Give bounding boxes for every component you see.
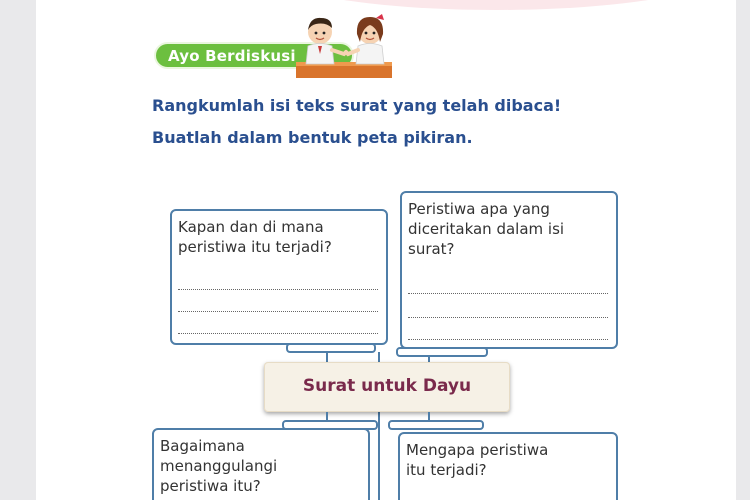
instruction-line-1: Rangkumlah isi teks surat yang telah dibaca!	[152, 96, 562, 115]
box-tab	[286, 343, 376, 353]
mindmap-box-what-event[interactable]	[400, 191, 618, 349]
box-tab	[396, 347, 488, 357]
box-question: Bagaimana menanggulangi peristiwa itu?	[160, 437, 278, 495]
answer-line	[408, 317, 608, 318]
mindmap-box-when-where[interactable]	[170, 209, 388, 345]
box-question: Peristiwa apa yang diceritakan dalam isi surat?	[408, 200, 565, 258]
answer-line	[178, 289, 378, 290]
textbook-page	[36, 0, 736, 500]
answer-line	[408, 293, 608, 294]
box-question: Mengapa peristiwa itu terjadi?	[406, 441, 549, 479]
center-title-text: Surat untuk Dayu	[302, 376, 472, 396]
answer-line	[408, 339, 608, 340]
box-question: Kapan dan di mana peristiwa itu terjadi?	[178, 218, 332, 256]
mindmap-center-title	[264, 362, 510, 412]
section-label: Ayo Berdiskusi	[168, 47, 296, 65]
instruction-line-2: Buatlah dalam bentuk peta pikiran.	[152, 128, 473, 147]
mindmap-box-why[interactable]	[398, 432, 618, 500]
mindmap-box-how-handle[interactable]	[152, 428, 370, 500]
children-discussing-icon	[294, 8, 398, 84]
box-tab	[388, 420, 484, 430]
answer-line	[178, 333, 378, 334]
answer-line	[178, 311, 378, 312]
